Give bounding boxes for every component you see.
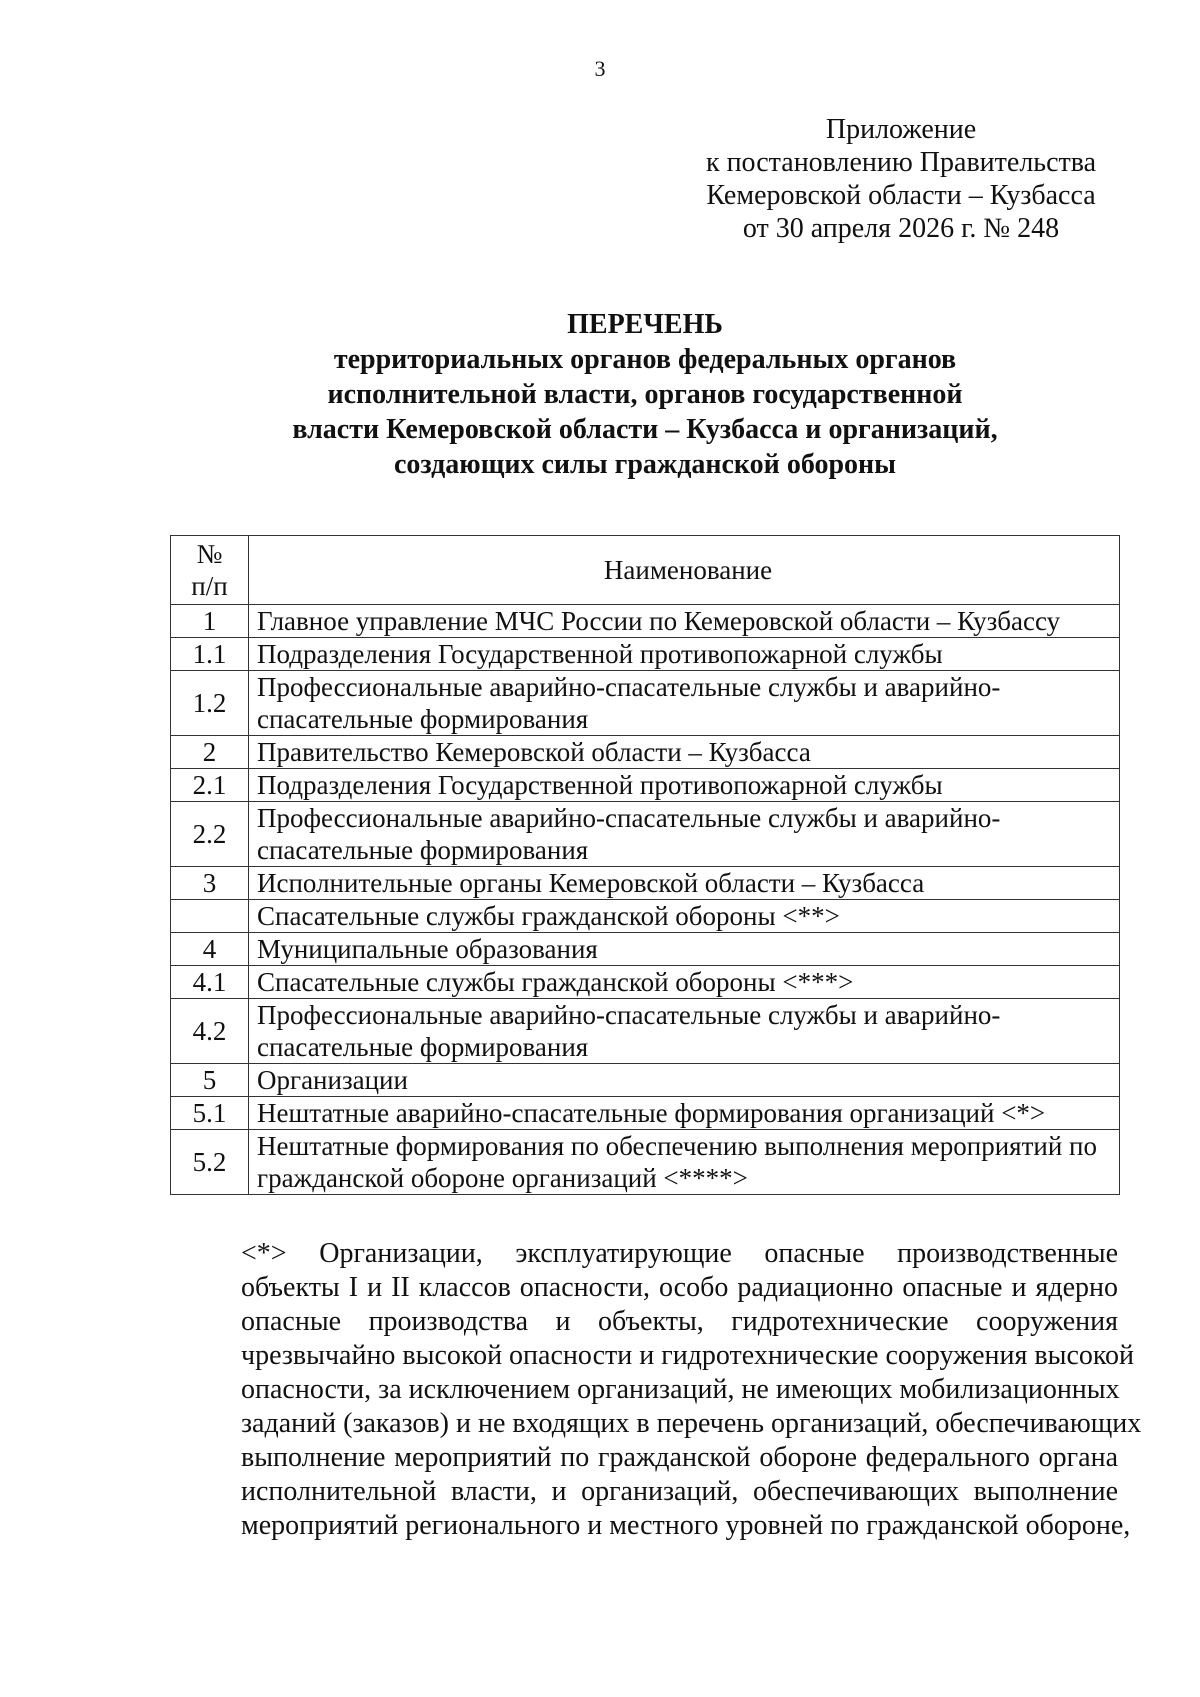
footnote-line: <*> Организации, эксплуатирующие опасные производственные	[241, 1238, 1118, 1269]
page-number: 3	[594, 56, 606, 81]
row-name: Подразделения Государственной противопожарной службы	[249, 638, 1120, 671]
table-row	[171, 1097, 1120, 1130]
row-name: Подразделения Государственной противопожарной службы	[249, 769, 1120, 802]
row-number: 4.1	[171, 966, 249, 999]
row-name: Главное управление МЧС России по Кемеровской области – Кузбассу	[249, 605, 1120, 638]
table-row	[171, 867, 1120, 900]
footnote-line: чрезвычайно высокой опасности и гидротехнические сооружения высокой	[241, 1340, 1135, 1371]
row-number: 2	[171, 736, 249, 769]
appendix-block	[700, 113, 1102, 245]
row-number	[171, 900, 249, 933]
footnote-line: мероприятий регионального и местного уровней по гражданской обороне,	[241, 1510, 1131, 1541]
header-name-cell: Наименование	[249, 536, 1120, 605]
appendix-line: Кемеровской области – Кузбасса	[706, 180, 1096, 211]
appendix-line: к постановлению Правительства	[705, 147, 1097, 178]
table-row	[171, 1064, 1120, 1097]
footnote-line: опасные производства и объекты, гидротехнические сооружения	[241, 1306, 1118, 1337]
header-number-symbol: №	[196, 539, 223, 569]
title-subtitle-line: территориальных органов федеральных органов	[333, 344, 957, 375]
footnote-line: исполнительной власти, и организаций, обеспечивающих выполнение	[241, 1476, 1118, 1507]
row-number: 5	[171, 1064, 249, 1097]
row-number: 1	[171, 605, 249, 638]
row-name: Организации	[249, 1064, 1120, 1097]
table-row	[171, 605, 1120, 638]
row-name: Правительство Кемеровской области – Кузбасса	[249, 736, 1120, 769]
table-row	[171, 999, 1120, 1064]
row-name: Нештатные формирования по обеспечению выполнения мероприятий по гражданской обороне организаций <****>	[249, 1130, 1120, 1195]
row-number: 1.1	[171, 638, 249, 671]
table-row	[171, 900, 1120, 933]
table-row	[171, 769, 1120, 802]
row-number: 4.2	[171, 999, 249, 1064]
table-row	[171, 671, 1120, 736]
footnote	[171, 1237, 1142, 1543]
title-subtitle-line: власти Кемеровской области – Кузбасса и организаций,	[292, 414, 998, 445]
row-name: Муниципальные образования	[249, 933, 1120, 966]
document-title	[170, 307, 1120, 482]
row-name: Нештатные аварийно-спасательные формирования организаций <*>	[249, 1097, 1120, 1130]
row-number: 4	[171, 933, 249, 966]
footnote-line: выполнение мероприятий по гражданской обороне федерального органа	[241, 1442, 1118, 1473]
title-heading: ПЕРЕЧЕНЬ	[567, 309, 723, 340]
table-row	[171, 933, 1120, 966]
table-row	[171, 1130, 1120, 1195]
footnote-paragraph	[171, 1237, 1142, 1543]
table-row	[171, 736, 1120, 769]
row-number: 2.2	[171, 802, 249, 867]
row-number: 5.2	[171, 1130, 249, 1195]
row-name: Спасательные службы гражданской обороны <***>	[249, 966, 1120, 999]
row-number: 1.2	[171, 671, 249, 736]
row-name: Профессиональные аварийно-спасательные службы и аварийно-спасательные формирования	[249, 802, 1120, 867]
row-name: Спасательные службы гражданской обороны <**>	[249, 900, 1120, 933]
row-name: Исполнительные органы Кемеровской области – Кузбасса	[249, 867, 1120, 900]
row-number: 5.1	[171, 1097, 249, 1130]
footnote-line: опасности, за исключением организаций, не имеющих мобилизационных	[241, 1374, 1120, 1405]
header-number-cell	[171, 536, 249, 605]
row-name: Профессиональные аварийно-спасательные службы и аварийно-спасательные формирования	[249, 999, 1120, 1064]
table-row	[171, 638, 1120, 671]
title-subtitle-line: создающих силы гражданской обороны	[393, 449, 897, 480]
appendix-line: Приложение	[825, 114, 977, 145]
footnote-line: заданий (заказов) и не входящих в перечень организаций, обеспечивающих	[241, 1408, 1142, 1439]
table-row	[171, 966, 1120, 999]
table-body	[171, 605, 1120, 1195]
bodies-table	[170, 535, 1120, 1195]
row-name: Профессиональные аварийно-спасательные службы и аварийно-спасательные формирования	[249, 671, 1120, 736]
table-row	[171, 802, 1120, 867]
title-subtitle-line: исполнительной власти, органов государственной	[327, 379, 963, 410]
header-number-label: п/п	[191, 571, 228, 601]
row-number: 2.1	[171, 769, 249, 802]
footnote-line: объекты I и II классов опасности, особо радиационно опасные и ядерно	[241, 1272, 1118, 1303]
table-header-row	[171, 536, 1120, 605]
appendix-line: от 30 апреля 2026 г. № 248	[742, 213, 1060, 244]
row-number: 3	[171, 867, 249, 900]
